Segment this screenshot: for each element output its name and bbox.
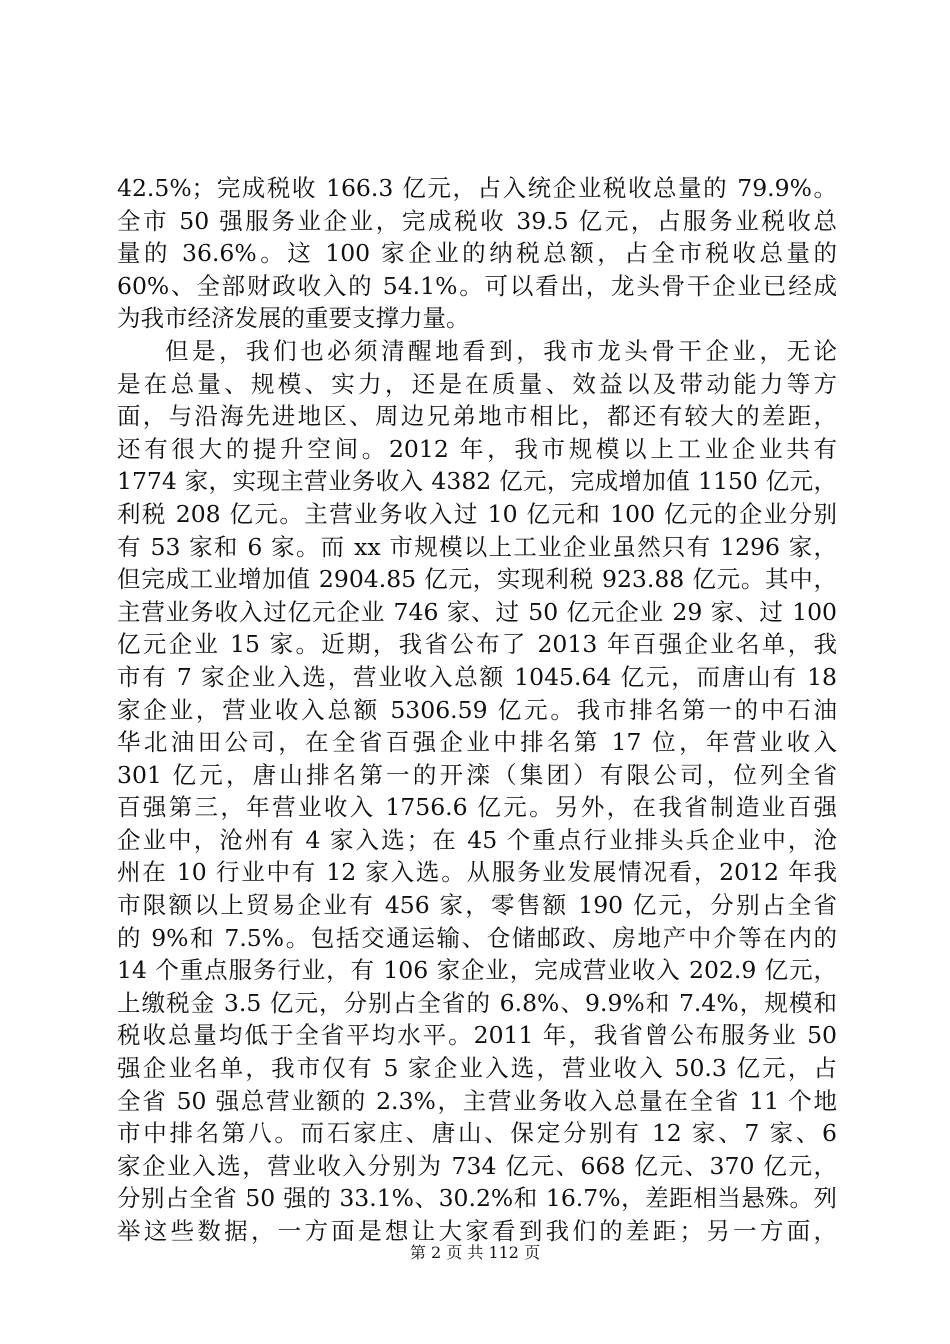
text-line: 强企业名单，我市仅有 5 家企业入选，营业收入 50.3 亿元，占	[117, 1054, 837, 1083]
text-line: 税收总量均低于全省平均水平。2011 年，我省曾公布服务业 50	[117, 1021, 837, 1050]
text-line: 企业中，沧州有 4 家入选；在 45 个重点行业排头兵企业中，沧	[117, 825, 837, 854]
text-line: 市限额以上贸易企业有 456 家，零售额 190 亿元，分别占全省	[117, 891, 837, 920]
paragraph	[117, 172, 837, 335]
text-line: 亿元企业 15 家。近期，我省公布了 2013 年百强企业名单，我	[117, 630, 837, 659]
text-line: 面，与沿海先进地区、周边兄弟地市相比，都还有较大的差距，	[117, 402, 837, 431]
text-line: 有 53 家和 6 家。而 xx 市规模以上工业企业虽然只有 1296 家，	[117, 532, 837, 561]
paragraph	[117, 335, 837, 1248]
text-line: 华北油田公司，在全省百强企业中排名第 17 位，年营业收入	[117, 728, 837, 757]
text-line: 还有很大的提升空间。2012 年，我市规模以上工业企业共有	[117, 434, 837, 463]
text-line: 市中排名第八。而石家庄、唐山、保定分别有 12 家、7 家、6	[117, 1119, 837, 1148]
text-line: 但完成工业增加值 2904.85 亿元，实现利税 923.88 亿元。其中，	[117, 565, 837, 594]
text-line: 42.5%；完成税收 166.3 亿元，占入统企业税收总量的 79.9%。	[117, 174, 837, 202]
text-line: 利税 208 亿元。主营业务收入过 10 亿元和 100 亿元的企业分别	[117, 499, 837, 528]
text-line: 为我市经济发展的重要支撑力量。	[117, 304, 470, 333]
text-line: 14 个重点服务行业，有 106 家企业，完成营业收入 202.9 亿元，	[117, 956, 837, 985]
text-line: 市有 7 家企业入选，营业收入总额 1045.64 亿元，而唐山有 18	[117, 662, 837, 691]
text-line: 60%、全部财政收入的 54.1%。可以看出，龙头骨干企业已经成	[117, 271, 837, 300]
text-line: 分别占全省 50 强的 33.1%、30.2%和 16.7%，差距相当悬殊。列	[117, 1184, 837, 1213]
body-text	[117, 172, 837, 1248]
text-line: 但是，我们也必须清醒地看到，我市龙头骨干企业，无论	[165, 336, 837, 365]
text-line: 家企业入选，营业收入分别为 734 亿元、668 亿元、370 亿元，	[117, 1151, 837, 1180]
text-line: 家企业，营业收入总额 5306.59 亿元。我市排名第一的中石油	[117, 695, 837, 724]
text-line: 百强第三，年营业收入 1756.6 亿元。另外，在我省制造业百强	[117, 793, 837, 822]
text-line: 的 9%和 7.5%。包括交通运输、仓储邮政、房地产中介等在内的	[117, 923, 837, 952]
text-line: 州在 10 行业中有 12 家入选。从服务业发展情况看，2012 年我	[117, 858, 837, 887]
text-line: 主营业务收入过亿元企业 746 家、过 50 亿元企业 29 家、过 100	[117, 597, 837, 626]
text-line: 全省 50 强总营业额的 2.3%，主营业务收入总量在全省 11 个地	[117, 1086, 837, 1115]
text-line: 量的 36.6%。这 100 家企业的纳税总额，占全市税收总量的	[117, 239, 837, 268]
text-line: 301 亿元，唐山排名第一的开滦（集团）有限公司，位列全省	[117, 760, 837, 789]
text-line: 上缴税金 3.5 亿元，分别占全省的 6.8%、9.9%和 7.4%，规模和	[117, 988, 837, 1017]
text-line: 全市 50 强服务业企业，完成税收 39.5 亿元，占服务业税收总	[117, 206, 837, 235]
text-line: 举这些数据，一方面是想让大家看到我们的差距；另一方面，	[117, 1217, 837, 1245]
text-line: 是在总量、规模、实力，还是在质量、效益以及带动能力等方	[117, 369, 837, 398]
page-footer: 第 2 页 共 112 页	[409, 1243, 541, 1262]
text-line: 1774 家，实现主营业务收入 4382 亿元，完成增加值 1150 亿元，	[117, 467, 837, 496]
